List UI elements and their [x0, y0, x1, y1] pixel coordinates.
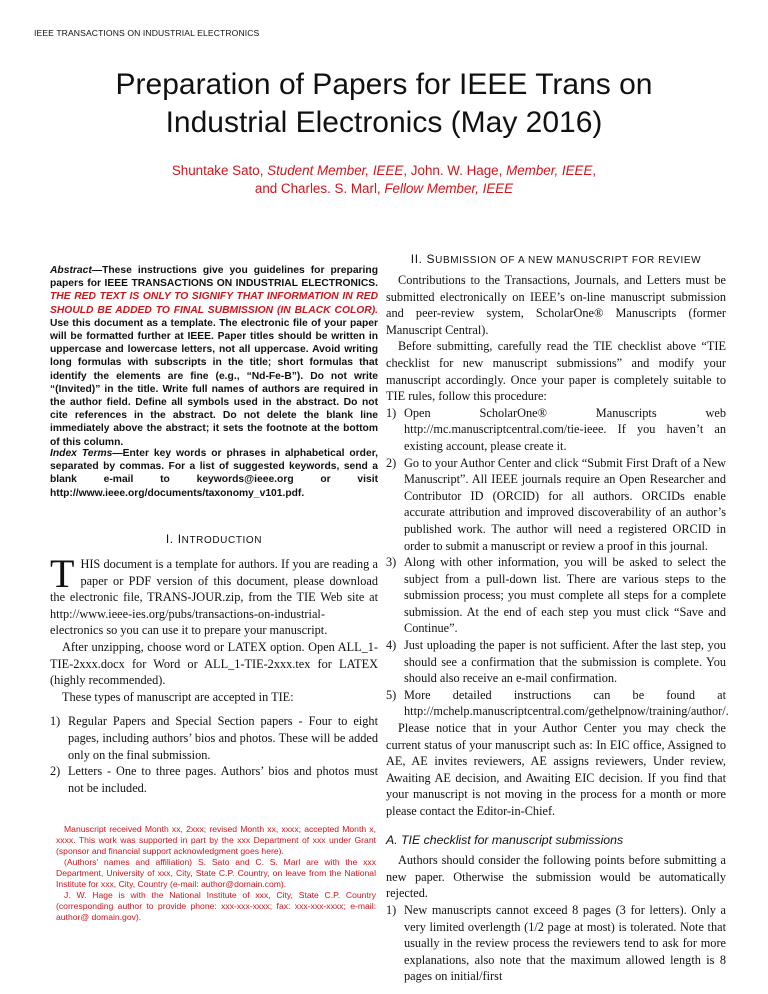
- list-item: 3) Along with other information, you will be asked to select the subject from a pull-down list. There are various steps to the submission process; you must complete all steps for a complete submission. At the end of each step you must click “Save and Continue”.: [386, 555, 726, 636]
- abstract-text-2: Use this document as a template. The electronic file of your paper will be formatted further at IEEE. Paper titles should be written in uppercase and lowercase letters, not all uppercase. Avoid writing long formulas with subscripts in the title; short formulas that identify the elements are fine (e.g., “Nd-Fe-B”). Do not write “(Invited)” in the title. Write full names of authors are required in the author field. Define all symbols used in the abstract. Do not cite references in the abstract. Do not delete the blank line immediately above the abstract; it sets the footnote at the bottom of this column.: [50, 317, 378, 448]
- author-2-role: Member, IEEE: [506, 163, 593, 178]
- author-3-name: and Charles. S. Marl,: [254, 181, 385, 196]
- submission-paragraph-2: Before submitting, carefully read the TIE checklist above “TIE checklist for new manuscript submissions” and modify your manuscript accordingly. Once your paper is completely suitable to TIE rules, follow this procedure:: [386, 339, 726, 404]
- author-2-name: , John. W. Hage,: [403, 163, 507, 178]
- abstract-red-note: THE RED TEXT IS ONLY TO SIGNIFY THAT INFORMATION IN RED SHOULD BE ADDED TO FINAL SUBMISSION (IN BLACK COLOR).: [50, 291, 378, 316]
- list-item: 5) More detailed instructions can be found at http://mchelp.manuscriptcentral.com/gethelpnow/training/author/.: [386, 687, 729, 719]
- subsection-a-heading: A. TIE checklist for manuscript submissions: [386, 832, 624, 847]
- abstract-lead: Abstract: [50, 265, 92, 276]
- section-2-heading: II. SUBMISSION OF A NEW MANUSCRIPT FOR REVIEW: [410, 252, 702, 266]
- author-1-role: Student Member, IEEE: [267, 163, 404, 178]
- intro-paragraph-1: THIS document is a template for authors. If you are reading a paper or PDF version of this document, please download the electronic file, TRANS-JOUR.zip, from the TIE Web site at http://www.ieee-ies.org/pubs/transactions-on-industrial-electronics so you can use it to prepare your manuscript.: [50, 551, 378, 638]
- index-terms: [50, 447, 378, 500]
- footnote-paragraph-1: Manuscript received Month xx, 2xxx; revised Month xx, xxxx; accepted Month x, xxxx. This work was supported in part by the xxx Department of xxx under Grant (sponsor and financial support acknowledgment goes here).: [56, 824, 376, 856]
- title-line-1: Preparation of Papers for IEEE Trans on: [115, 68, 653, 101]
- section-2-body: [386, 272, 729, 985]
- author-1-name: Shuntake Sato,: [171, 163, 268, 178]
- list-item: 4) Just uploading the paper is not sufficient. After the last step, you should see a confirmation that the submission is complete. You should also receive an e-mail confirmation.: [386, 638, 726, 686]
- author-3-role: Fellow Member, IEEE: [384, 181, 514, 196]
- paper-title: [60, 66, 708, 142]
- list-item: 1) New manuscripts cannot exceed 8 pages (3 for letters). Only a very limited overlength (1/2 page at most) is tolerated. Note that usually in the review process the reviewers tend to ask for more explanations, also note that the maximum allowed length is 8 pages on initial/first: [386, 902, 726, 984]
- title-line-2: Industrial Electronics (May 2016): [165, 106, 603, 139]
- index-terms-lead: Index Terms: [50, 448, 113, 459]
- abstract: [50, 264, 378, 449]
- checklist-list: [386, 902, 726, 985]
- intro-paragraph-2: After unzipping, choose word or LATEX option. Open ALL_1-TIE-2xxx.docx for Word or ALL_1-TIE-2xxx.tex for LATEX (highly recommended).: [50, 639, 378, 688]
- footnote-paragraph-2: (Authors’ names and affiliation) S. Sato and C. S. Marl are with the xxx Department, University of xxx, City, State C.P. Country, on leave from the National Institute for xxx, City, Country (e-mail: author@domain.com).: [56, 857, 376, 889]
- author-line-1: [60, 162, 708, 180]
- footnote-paragraph-3: J. W. Hage is with the National Institute of xxx, City, State C.P. Country (corresponding author to provide phone: xxx-xxx-xxxx; fax: xxx-xxx-xxxx; e-mail: author@ domain.gov).: [56, 890, 376, 922]
- index-terms-text: —Enter key words or phrases in alphabetical order, separated by commas. For a list of suggested keywords, send a blank e-mail to keywords@ieee.org or visit http://www.ieee.org/documents/taxonomy_v101.pdf.: [50, 448, 378, 499]
- list-item: 2) Go to your Author Center and click “Submit First Draft of a New Manuscript”. All IEEE journals require an Open Researcher and Contributor ID (ORCID) for all authors. ORCIDs enable accurate attribution and improved discoverability of an author’s published work. The author will need a registered ORCID in order to submit a manuscript or review a proof in this journal.: [386, 455, 726, 553]
- intro-paragraph-3: These types of manuscript are accepted in TIE:: [62, 689, 294, 704]
- abstract-text-1: —These instructions give you guidelines for preparing papers for IEEE TRANSACTIONS ON INDUSTRIAL ELECTRONICS.: [50, 265, 378, 290]
- manuscript-types-list: [50, 713, 378, 796]
- section-1-body: [50, 551, 378, 796]
- checklist-paragraph-1: Authors should consider the following points before submitting a new paper. Otherwise the submission would be automatically rejected.: [386, 853, 726, 901]
- list-item: 1) Open ScholarOne® Manuscripts web http://mc.manuscriptcentral.com/tie-ieee. If you haven’t an existing account, please create it.: [386, 405, 726, 453]
- author-list: [60, 162, 708, 198]
- author-line-2: [60, 180, 708, 198]
- drop-cap: T: [50, 551, 75, 596]
- submission-steps-list: [386, 405, 729, 720]
- list-item: 2) Letters - One to three pages. Authors’ bios and photos must not be included.: [50, 764, 378, 795]
- section-1-heading: I. INTRODUCTION: [165, 532, 263, 546]
- author-line-1-end: ,: [592, 163, 597, 178]
- submission-paragraph-3: Please notice that in your Author Center you may check the current status of your manuscript such as: In EIC office, Assigned to AE, AE invites reviewers, AE assigns reviewers, Under review, Awaiting AE decision, and Awaiting EIC decision. If you find that your manuscript is not moving in the process for a month or more please contact the Editor-in-Chief.: [386, 721, 726, 818]
- running-head: IEEE TRANSACTIONS ON INDUSTRIAL ELECTRONICS: [34, 28, 260, 38]
- footnote: [56, 824, 376, 923]
- submission-paragraph-1: Contributions to the Transactions, Journals, and Letters must be submitted electronically on IEEE’s on-line manuscript submission and peer-review system, ScholarOne® Manuscripts (former Manuscript Central).: [386, 273, 726, 337]
- list-item: 1) Regular Papers and Special Section papers - Four to eight pages, including authors’ bios and photos. These will be added only on the final submission.: [50, 714, 378, 762]
